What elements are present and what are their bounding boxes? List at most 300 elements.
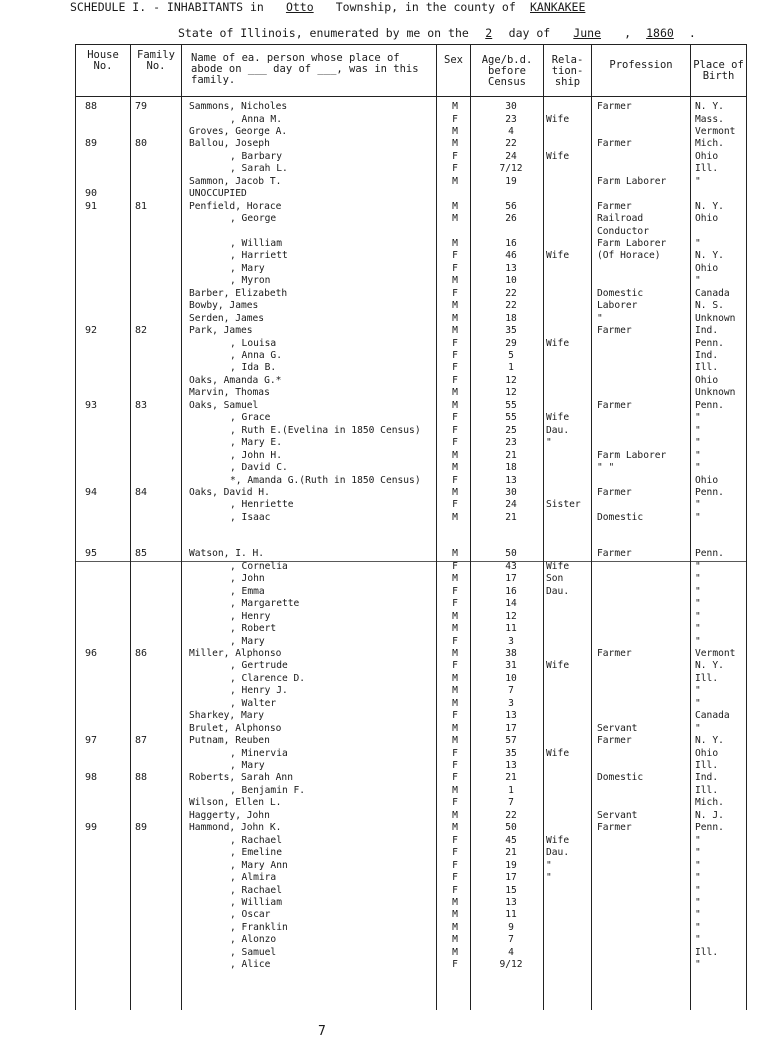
row-31-sex: M <box>452 486 458 498</box>
row-27-age: 23 <box>505 437 517 449</box>
row-12-sex: F <box>452 250 458 262</box>
row-15-name: Barber, Elizabeth <box>189 287 288 299</box>
row-17-prof: " <box>597 312 603 324</box>
row-50-prof: Farmer <box>597 735 632 747</box>
row-49-name: Brulet, Alphonso <box>189 722 282 734</box>
row-8-sex: M <box>452 200 458 212</box>
row-3-family: 80 <box>134 138 148 150</box>
row-59-name: , Emeline <box>230 847 282 859</box>
row-24-house: 93 <box>84 399 98 411</box>
row-57-birth: Penn. <box>695 822 724 834</box>
row-0-sex: M <box>452 101 458 112</box>
row-61-name: , Almira <box>230 872 277 883</box>
row-51-age: 35 <box>505 747 517 759</box>
row-16-prof: Laborer <box>597 300 638 312</box>
row-12-prof: (Of Horace) <box>597 250 661 262</box>
schedule-label: SCHEDULE I. - INHABITANTS in <box>70 0 264 14</box>
row-53-prof: Domestic <box>597 772 644 784</box>
row-18-birth: Ind. <box>695 325 719 337</box>
day-label: day of <box>508 26 551 40</box>
row-36-rel: Wife <box>546 560 570 572</box>
col-header-name: Name of ea. person whose place of abode on ___ day of ___, was in this family. <box>191 52 419 86</box>
row-44-name: , Gertrude <box>230 660 288 672</box>
row-63-age: 13 <box>505 896 517 908</box>
row-18-name: Park, James <box>189 325 253 337</box>
row-55-age: 7 <box>508 797 514 809</box>
row-22-age: 12 <box>505 374 517 386</box>
col-header-relationship: Rela- tion- ship <box>551 54 584 88</box>
row-37-name: , John <box>230 573 265 585</box>
row-43-family: 86 <box>134 647 148 659</box>
row-2-age: 4 <box>508 125 514 137</box>
row-38-birth: " <box>695 585 701 597</box>
row-26-rel: Dau. <box>546 424 570 436</box>
row-32-rel: Sister <box>546 499 581 511</box>
row-50-family: 87 <box>134 735 148 747</box>
row-38-age: 16 <box>505 585 517 597</box>
row-55-sex: F <box>452 797 458 809</box>
row-23-birth: Unknown <box>695 387 736 399</box>
row-29-birth: " <box>695 462 701 473</box>
row-28-prof: Farm Laborer <box>597 449 667 461</box>
row-43-birth: Vermont <box>695 647 736 659</box>
row-66-sex: M <box>452 934 458 946</box>
row-29-sex: M <box>452 462 458 473</box>
row-3-age: 22 <box>505 138 517 150</box>
col-header-sex: Sex <box>444 54 463 66</box>
row-51-birth: Ohio <box>695 747 719 759</box>
row-53-birth: Ind. <box>695 772 719 784</box>
row-19-rel: Wife <box>546 337 570 349</box>
row-49-prof: Servant <box>597 722 638 734</box>
row-9-sex: M <box>452 213 458 224</box>
row-64-name: , Oscar <box>230 909 271 921</box>
row-13-name: , Mary <box>230 262 265 274</box>
row-8-birth: N. Y. <box>695 200 724 212</box>
row-0-name: Sammons, Nicholes <box>189 101 288 112</box>
row-47-name: , Walter <box>230 697 277 709</box>
row-41-age: 11 <box>505 623 517 634</box>
row-11-age: 16 <box>505 237 517 249</box>
row-18-sex: M <box>452 325 458 337</box>
row-35-name: Watson, I. H. <box>189 548 265 560</box>
row-31-prof: Farmer <box>597 486 632 498</box>
row-22-sex: F <box>452 374 458 386</box>
row-3-house: 89 <box>84 138 98 150</box>
row-25-birth: " <box>695 412 701 424</box>
row-27-sex: F <box>452 437 458 449</box>
row-43-house: 96 <box>84 647 98 659</box>
row-40-name: , Henry <box>230 610 271 622</box>
row-2-name: Groves, George A. <box>189 125 288 137</box>
row-7-house: 90 <box>84 188 98 200</box>
row-0-prof: Farmer <box>597 101 632 112</box>
row-67-age: 4 <box>508 946 514 958</box>
row-1-name: , Anna M. <box>230 113 282 125</box>
row-36-sex: F <box>452 560 458 572</box>
county-name: KANKAKEE <box>530 0 586 14</box>
row-4-birth: Ohio <box>695 150 719 162</box>
row-12-age: 46 <box>505 250 517 262</box>
row-14-birth: " <box>695 275 701 287</box>
row-48-name: Sharkey, Mary <box>189 710 265 722</box>
row-35-sex: M <box>452 548 458 560</box>
row-18-family: 82 <box>134 325 148 337</box>
row-17-sex: M <box>452 312 458 324</box>
row-45-sex: M <box>452 672 458 684</box>
row-26-name: , Ruth E.(Evelina in 1850 Census) <box>230 424 421 436</box>
census-day: 2 <box>485 26 493 40</box>
row-60-birth: " <box>695 859 701 871</box>
row-52-age: 13 <box>505 760 517 771</box>
row-53-sex: F <box>452 772 458 784</box>
row-60-sex: F <box>452 859 458 871</box>
row-8-prof: Farmer <box>597 200 632 212</box>
row-20-birth: Ind. <box>695 350 719 361</box>
row-12-rel: Wife <box>546 250 570 262</box>
row-66-age: 7 <box>508 934 514 946</box>
row-63-name: , William <box>230 896 282 908</box>
row-68-birth: " <box>695 959 701 971</box>
row-36-age: 43 <box>505 560 517 572</box>
row-59-age: 21 <box>505 847 517 859</box>
row-43-name: Miller, Alphonso <box>189 647 282 659</box>
row-44-sex: F <box>452 660 458 672</box>
row-42-birth: " <box>695 635 701 647</box>
row-50-birth: N. Y. <box>695 735 724 747</box>
row-35-family: 85 <box>134 548 148 560</box>
row-14-sex: M <box>452 275 458 287</box>
page-number: 7 <box>318 1024 326 1039</box>
row-7-name: UNOCCUPIED <box>189 188 247 200</box>
row-42-age: 3 <box>508 635 514 647</box>
row-9-age: 26 <box>505 213 517 224</box>
row-42-name: , Mary <box>230 635 265 647</box>
row-19-age: 29 <box>505 337 517 349</box>
row-24-age: 55 <box>505 399 517 411</box>
row-30-age: 13 <box>505 474 517 486</box>
row-65-name: , Franklin <box>230 921 288 933</box>
row-36-birth: " <box>695 560 701 572</box>
row-21-sex: F <box>452 362 458 374</box>
row-57-name: Hammond, John K. <box>189 822 282 834</box>
row-52-name: , Mary <box>230 760 265 771</box>
row-59-sex: F <box>452 847 458 859</box>
township-name: Otto <box>285 0 314 14</box>
row-0-house: 88 <box>84 101 98 112</box>
row-46-name: , Henry J. <box>230 685 288 697</box>
row-30-birth: Ohio <box>695 474 719 486</box>
row-51-name: , Minervia <box>230 747 288 759</box>
census-month: June <box>573 26 601 40</box>
row-4-age: 24 <box>505 150 517 162</box>
row-28-birth: " <box>695 449 701 461</box>
row-30-sex: F <box>452 474 458 486</box>
row-22-birth: Ohio <box>695 374 719 386</box>
row-10-prof: Conductor <box>597 225 649 237</box>
row-60-name: , Mary Ann <box>230 859 288 871</box>
row-22-name: Oaks, Amanda G.* <box>189 374 282 386</box>
row-35-birth: Penn. <box>695 548 724 560</box>
row-58-birth: " <box>695 834 701 846</box>
row-41-birth: " <box>695 623 701 634</box>
row-13-sex: F <box>452 262 458 274</box>
row-31-family: 84 <box>134 486 148 498</box>
row-68-age: 9/12 <box>499 959 523 971</box>
row-50-name: Putnam, Reuben <box>189 735 270 747</box>
row-11-sex: M <box>452 237 458 249</box>
row-20-age: 5 <box>508 350 514 361</box>
row-66-birth: " <box>695 934 701 946</box>
row-49-birth: " <box>695 722 701 734</box>
row-1-age: 23 <box>505 113 517 125</box>
row-38-name: , Emma <box>230 585 265 597</box>
row-29-name: , David C. <box>230 462 288 473</box>
row-21-birth: Ill. <box>695 362 719 374</box>
row-47-age: 3 <box>508 697 514 709</box>
row-58-age: 45 <box>505 834 517 846</box>
row-17-age: 18 <box>505 312 517 324</box>
row-13-age: 13 <box>505 262 517 274</box>
row-38-sex: F <box>452 585 458 597</box>
row-12-name: , Harriett <box>230 250 288 262</box>
col-header-house: House No. <box>87 49 119 72</box>
row-19-name: , Louisa <box>230 337 277 349</box>
row-40-birth: " <box>695 610 701 622</box>
row-29-prof: " " <box>597 462 615 473</box>
row-15-age: 22 <box>505 287 517 299</box>
row-9-name: , George <box>230 213 277 224</box>
row-32-age: 24 <box>505 499 517 511</box>
col-header-birth: Place of Birth <box>693 59 744 82</box>
row-2-birth: Vermont <box>695 125 736 137</box>
row-46-sex: M <box>452 685 458 697</box>
row-47-birth: " <box>695 697 701 709</box>
row-29-age: 18 <box>505 462 517 473</box>
row-33-prof: Domestic <box>597 511 644 523</box>
row-6-birth: " <box>695 175 701 187</box>
row-8-name: Penfield, Horace <box>189 200 282 212</box>
row-36-name: , Cornelia <box>230 560 288 572</box>
row-58-sex: F <box>452 834 458 846</box>
row-1-birth: Mass. <box>695 113 724 125</box>
row-11-prof: Farm Laborer <box>597 237 667 249</box>
row-65-sex: M <box>452 921 458 933</box>
row-59-rel: Dau. <box>546 847 570 859</box>
row-44-birth: N. Y. <box>695 660 724 672</box>
row-56-age: 22 <box>505 809 517 821</box>
row-15-sex: F <box>452 287 458 299</box>
row-24-family: 83 <box>134 399 148 411</box>
row-19-sex: F <box>452 337 458 349</box>
row-18-house: 92 <box>84 325 98 337</box>
row-20-name: , Anna G. <box>230 350 282 361</box>
row-39-age: 14 <box>505 598 517 610</box>
row-39-name: , Margarette <box>230 598 300 610</box>
row-58-name: , Rachael <box>230 834 282 846</box>
row-5-sex: F <box>452 163 458 175</box>
row-53-name: Roberts, Sarah Ann <box>189 772 293 784</box>
row-64-sex: M <box>452 909 458 921</box>
row-33-age: 21 <box>505 511 517 523</box>
row-8-age: 56 <box>505 200 517 212</box>
row-9-prof: Railroad <box>597 213 644 224</box>
row-24-sex: M <box>452 399 458 411</box>
row-53-age: 21 <box>505 772 517 784</box>
col-header-age: Age/b.d. before Census <box>481 54 533 88</box>
col-header-family: Family No. <box>137 49 175 72</box>
row-53-family: 88 <box>134 772 148 784</box>
township-label: Township, in the county of <box>335 0 516 14</box>
row-5-name: , Sarah L. <box>230 163 288 175</box>
row-6-sex: M <box>452 175 458 187</box>
row-9-birth: Ohio <box>695 213 719 224</box>
row-13-birth: Ohio <box>695 262 719 274</box>
row-26-birth: " <box>695 424 701 436</box>
row-51-sex: F <box>452 747 458 759</box>
row-62-name: , Rachael <box>230 884 282 896</box>
row-6-prof: Farm Laborer <box>597 175 667 187</box>
row-15-birth: Canada <box>695 287 730 299</box>
col-header-profession: Profession <box>609 59 673 71</box>
row-11-birth: " <box>695 237 701 249</box>
row-49-sex: M <box>452 722 458 734</box>
row-14-name: , Myron <box>230 275 271 287</box>
row-0-age: 30 <box>505 101 517 112</box>
row-42-sex: F <box>452 635 458 647</box>
row-5-age: 7/12 <box>499 163 523 175</box>
row-37-sex: M <box>452 573 458 585</box>
row-23-age: 12 <box>505 387 517 399</box>
row-50-sex: M <box>452 735 458 747</box>
row-55-birth: Mich. <box>695 797 724 809</box>
row-26-sex: F <box>452 424 458 436</box>
row-50-age: 57 <box>505 735 517 747</box>
row-61-age: 17 <box>505 872 517 883</box>
state-label: State of Illinois, enumerated by me on the <box>178 26 469 40</box>
row-57-prof: Farmer <box>597 822 632 834</box>
row-23-sex: M <box>452 387 458 399</box>
row-54-name: , Benjamin F. <box>230 784 306 796</box>
row-3-birth: Mich. <box>695 138 724 150</box>
row-28-sex: M <box>452 449 458 461</box>
row-1-sex: F <box>452 113 458 125</box>
row-21-name: , Ida B. <box>230 362 277 374</box>
row-31-birth: Penn. <box>695 486 724 498</box>
row-67-sex: M <box>452 946 458 958</box>
row-52-birth: Ill. <box>695 760 719 771</box>
row-49-age: 17 <box>505 722 517 734</box>
row-33-birth: " <box>695 511 701 523</box>
row-64-age: 11 <box>505 909 517 921</box>
row-31-name: Oaks, David H. <box>189 486 270 498</box>
row-31-age: 30 <box>505 486 517 498</box>
row-45-age: 10 <box>505 672 517 684</box>
row-24-name: Oaks, Samuel <box>189 399 259 411</box>
row-40-age: 12 <box>505 610 517 622</box>
row-37-birth: " <box>695 573 701 585</box>
row-56-prof: Servant <box>597 809 638 821</box>
row-67-name: , Samuel <box>230 946 277 958</box>
row-25-sex: F <box>452 412 458 424</box>
row-58-rel: Wife <box>546 834 570 846</box>
row-44-rel: Wife <box>546 660 570 672</box>
row-35-prof: Farmer <box>597 548 632 560</box>
row-67-birth: Ill. <box>695 946 719 958</box>
row-27-rel: " <box>546 437 552 449</box>
row-14-age: 10 <box>505 275 517 287</box>
row-57-sex: M <box>452 822 458 834</box>
row-4-sex: F <box>452 150 458 162</box>
row-5-birth: Ill. <box>695 163 719 175</box>
row-15-prof: Domestic <box>597 287 644 299</box>
row-3-sex: M <box>452 138 458 150</box>
row-6-age: 19 <box>505 175 517 187</box>
row-28-name: , John H. <box>230 449 282 461</box>
row-35-house: 95 <box>84 548 98 560</box>
row-52-sex: F <box>452 760 458 771</box>
row-61-birth: " <box>695 872 701 883</box>
row-54-age: 1 <box>508 784 514 796</box>
row-8-family: 81 <box>134 200 148 212</box>
row-43-prof: Farmer <box>597 647 632 659</box>
row-37-rel: Son <box>546 573 564 585</box>
row-4-name: , Barbary <box>230 150 282 162</box>
row-41-sex: M <box>452 623 458 634</box>
row-25-rel: Wife <box>546 412 570 424</box>
row-66-name: , Alonzo <box>230 934 277 946</box>
row-62-sex: F <box>452 884 458 896</box>
row-43-sex: M <box>452 647 458 659</box>
row-47-sex: M <box>452 697 458 709</box>
row-64-birth: " <box>695 909 701 921</box>
row-57-family: 89 <box>134 822 148 834</box>
row-33-sex: M <box>452 511 458 523</box>
row-11-name: , William <box>230 237 282 249</box>
row-3-prof: Farmer <box>597 138 632 150</box>
row-43-age: 38 <box>505 647 517 659</box>
row-38-rel: Dau. <box>546 585 570 597</box>
row-44-age: 31 <box>505 660 517 672</box>
row-48-age: 13 <box>505 710 517 722</box>
row-53-house: 98 <box>84 772 98 784</box>
row-46-age: 7 <box>508 685 514 697</box>
row-0-family: 79 <box>134 101 148 112</box>
row-24-birth: Penn. <box>695 399 724 411</box>
row-68-sex: F <box>452 959 458 971</box>
row-27-birth: " <box>695 437 701 449</box>
row-65-age: 9 <box>508 921 514 933</box>
row-62-age: 15 <box>505 884 517 896</box>
row-54-sex: M <box>452 784 458 796</box>
row-26-age: 25 <box>505 424 517 436</box>
row-27-name: , Mary E. <box>230 437 282 449</box>
row-57-age: 50 <box>505 822 517 834</box>
row-21-age: 1 <box>508 362 514 374</box>
row-6-name: Sammon, Jacob T. <box>189 175 282 187</box>
row-12-birth: N. Y. <box>695 250 724 262</box>
row-48-birth: Canada <box>695 710 730 722</box>
row-16-name: Bowby, James <box>189 300 259 312</box>
row-37-age: 17 <box>505 573 517 585</box>
row-45-birth: Ill. <box>695 672 719 684</box>
row-4-rel: Wife <box>546 150 570 162</box>
row-1-rel: Wife <box>546 113 570 125</box>
row-16-sex: M <box>452 300 458 312</box>
enumeration-line: State of Illinois, enumerated by me on the 2 day of June , 1860 . <box>178 26 696 40</box>
row-25-name: , Grace <box>230 412 271 424</box>
row-59-birth: " <box>695 847 701 859</box>
